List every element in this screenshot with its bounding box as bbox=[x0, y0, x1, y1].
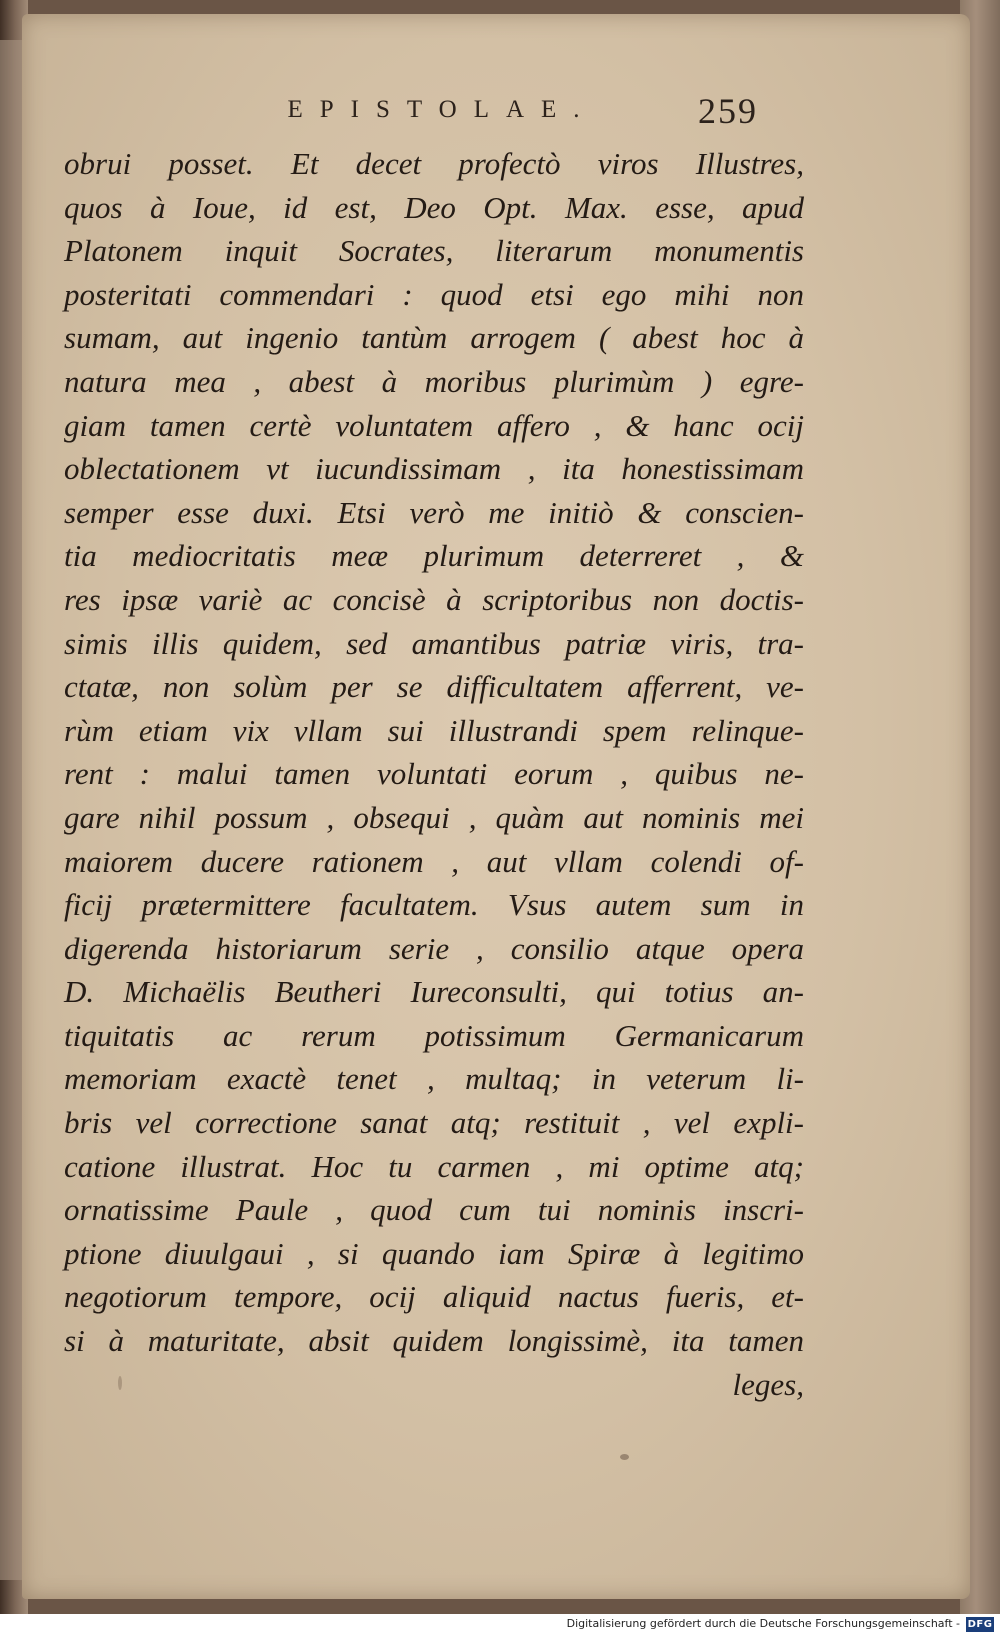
running-head bbox=[22, 91, 970, 136]
catchword: leges, bbox=[732, 1366, 804, 1402]
text-line: si à maturitate, absit quidem longissimè, ita tamen bbox=[64, 1323, 804, 1359]
text-line: semper esse duxi. Etsi verò me initiò & conscien- bbox=[64, 494, 804, 530]
text-line: giam tamen certè voluntatem affero , & hanc ocij bbox=[64, 407, 804, 443]
text-line: rùm etiam vix vllam sui illustrandi spem relinque- bbox=[64, 712, 804, 748]
text-line: negotiorum tempore, ocij aliquid nactus fueris, et- bbox=[64, 1279, 804, 1315]
body-text bbox=[64, 142, 804, 1406]
text-line: maiorem ducere rationem , aut vllam colendi of- bbox=[64, 843, 804, 879]
text-line: tia mediocritatis meæ plurimum deterreret , & bbox=[64, 538, 804, 574]
text-line: bris vel correctione sanat atq; restituit , vel expli- bbox=[64, 1105, 804, 1141]
running-title: EPISTOLAE. bbox=[287, 96, 597, 123]
text-line: Platonem inquit Socrates, literarum monumentis bbox=[64, 233, 804, 269]
text-line: natura mea , abest à moribus plurimùm ) egre- bbox=[64, 363, 804, 399]
text-line: obrui posset. Et decet profectò viros Illustres, bbox=[64, 146, 804, 181]
text-line: oblectationem vt iucundissimam , ita honestissimam bbox=[64, 451, 804, 487]
text-line: posteritati commendari : quod etsi ego mihi non bbox=[64, 276, 804, 312]
footer-credit: Digitalisierung gefördert durch die Deutsche Forschungsgemeinschaft - bbox=[566, 1617, 960, 1630]
digitization-footer bbox=[0, 1614, 1000, 1636]
ink-spot bbox=[118, 1376, 122, 1390]
text-line: res ipsæ variè ac concisè à scriptoribus non doctis- bbox=[64, 581, 804, 617]
text-line: rent : malui tamen voluntati eorum , quibus ne- bbox=[64, 756, 804, 792]
text-line: tiquitatis ac rerum potissimum Germanicarum bbox=[64, 1017, 804, 1053]
ink-spot bbox=[620, 1454, 629, 1460]
text-line: ctatæ, non solùm per se difficultatem afferrent, ve- bbox=[64, 669, 804, 705]
text-line: quos à Ioue, id est, Deo Opt. Max. esse, apud bbox=[64, 189, 804, 225]
text-line: digerenda historiarum serie , consilio atque opera bbox=[64, 930, 804, 966]
book-page bbox=[22, 14, 970, 1599]
previous-page-strip bbox=[0, 40, 22, 1580]
text-line: gare nihil possum , obsequi , quàm aut nominis mei bbox=[64, 799, 804, 835]
page-number: 259 bbox=[698, 91, 758, 131]
text-line: catione illustrat. Hoc tu carmen , mi optime atq; bbox=[64, 1148, 804, 1184]
text-line: ptione diuulgaui , si quando iam Spiræ à legitimo bbox=[64, 1235, 804, 1271]
text-line: ornatissime Paule , quod cum tui nominis inscri- bbox=[64, 1192, 804, 1228]
dfg-logo: DFG bbox=[967, 1619, 993, 1630]
text-line: D. Michaëlis Beutheri Iureconsulti, qui totius an- bbox=[64, 974, 804, 1010]
text-line: sumam, aut ingenio tantùm arrogem ( abest hoc à bbox=[64, 320, 804, 356]
text-line: simis illis quidem, sed amantibus patriæ viris, tra- bbox=[64, 625, 804, 661]
text-line: ficij prætermittere facultatem. Vsus autem sum in bbox=[64, 887, 804, 923]
text-line: memoriam exactè tenet , multaq; in veterum li- bbox=[64, 1061, 804, 1097]
